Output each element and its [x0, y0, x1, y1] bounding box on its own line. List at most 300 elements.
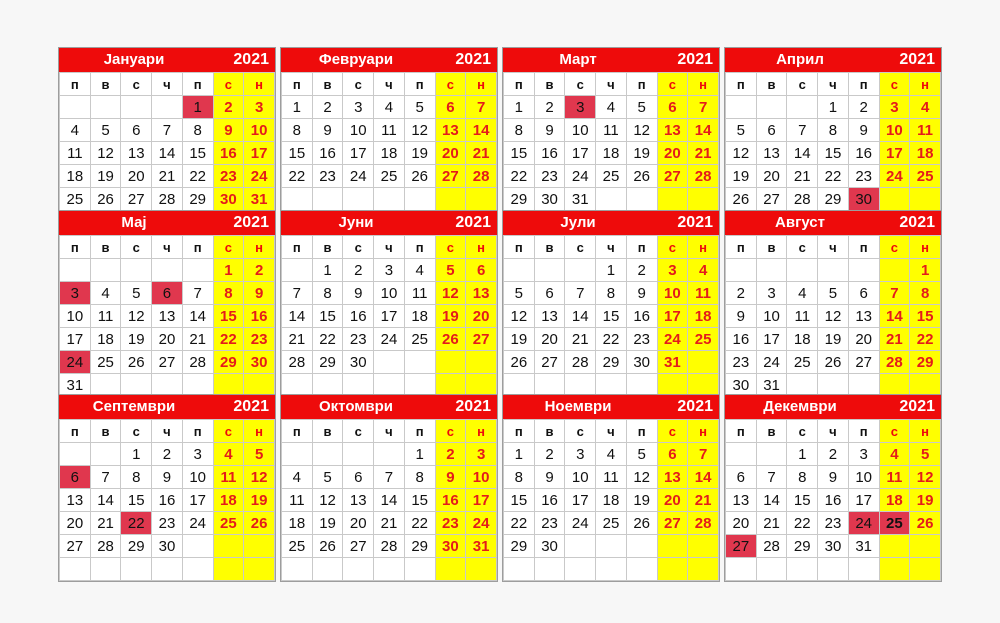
empty-cell [726, 558, 757, 581]
day-cell: 23 [244, 328, 275, 351]
day-cell: 23 [848, 165, 879, 188]
day-cell: 3 [60, 282, 91, 305]
day-cell: 26 [726, 188, 757, 211]
weekday-label: с [565, 73, 596, 96]
month-name: Април [776, 51, 824, 68]
day-cell: 29 [504, 188, 535, 211]
day-cell: 20 [152, 328, 183, 351]
day-cell: 14 [787, 142, 818, 165]
month-header [503, 395, 719, 419]
weekday-label: с [879, 420, 910, 443]
weekday-label: с [343, 420, 374, 443]
weekday-label: ч [818, 420, 849, 443]
empty-cell [312, 188, 343, 211]
empty-cell [726, 96, 757, 119]
weekday-label: н [244, 420, 275, 443]
day-cell: 11 [596, 119, 627, 142]
weekday-row [60, 236, 275, 259]
empty-cell [534, 259, 565, 282]
day-cell: 7 [182, 282, 213, 305]
day-cell: 15 [596, 305, 627, 328]
day-cell: 8 [910, 282, 941, 305]
empty-cell [60, 96, 91, 119]
day-cell: 23 [213, 165, 244, 188]
day-cell: 20 [435, 142, 466, 165]
week-row [60, 305, 275, 328]
day-cell: 14 [466, 119, 497, 142]
empty-cell [435, 558, 466, 581]
day-cell: 29 [312, 351, 343, 374]
empty-cell [626, 535, 657, 558]
day-cell: 14 [90, 489, 121, 512]
empty-cell [910, 535, 941, 558]
day-cell: 21 [756, 512, 787, 535]
weekday-label: н [910, 73, 941, 96]
day-cell: 9 [435, 466, 466, 489]
day-cell: 19 [435, 305, 466, 328]
empty-cell [787, 96, 818, 119]
weekday-label: в [534, 236, 565, 259]
day-cell: 24 [182, 512, 213, 535]
day-cell: 22 [282, 165, 313, 188]
day-cell: 11 [688, 282, 719, 305]
weekday-label: в [756, 236, 787, 259]
day-cell: 18 [688, 305, 719, 328]
day-cell: 6 [152, 282, 183, 305]
day-cell: 23 [534, 512, 565, 535]
empty-cell [818, 259, 849, 282]
day-cell: 25 [910, 165, 941, 188]
day-cell: 10 [182, 466, 213, 489]
day-cell: 12 [90, 142, 121, 165]
day-cell: 14 [282, 305, 313, 328]
week-row [282, 188, 497, 211]
day-cell: 24 [565, 165, 596, 188]
weekday-label: н [466, 236, 497, 259]
day-cell: 2 [534, 96, 565, 119]
week-row [282, 96, 497, 119]
day-cell: 4 [404, 259, 435, 282]
day-cell: 1 [596, 259, 627, 282]
day-cell: 6 [657, 443, 688, 466]
day-cell: 17 [182, 489, 213, 512]
empty-cell [121, 558, 152, 581]
month-name: Јуни [338, 214, 374, 231]
month-header [59, 48, 275, 72]
weekday-label: ч [152, 420, 183, 443]
day-cell: 18 [910, 142, 941, 165]
weekday-label: с [121, 73, 152, 96]
day-cell: 20 [657, 142, 688, 165]
day-cell: 16 [152, 489, 183, 512]
empty-cell [848, 259, 879, 282]
day-cell: 24 [60, 351, 91, 374]
month-year: 2021 [899, 214, 935, 231]
week-row [504, 305, 719, 328]
day-cell: 9 [534, 466, 565, 489]
day-cell: 25 [688, 328, 719, 351]
day-cell: 17 [565, 142, 596, 165]
day-cell: 15 [182, 142, 213, 165]
weekday-label: с [121, 236, 152, 259]
weekday-label: п [182, 73, 213, 96]
days-table [59, 235, 275, 397]
empty-cell [312, 443, 343, 466]
day-cell: 13 [60, 489, 91, 512]
week-row [726, 282, 941, 305]
weekday-label: н [244, 73, 275, 96]
week-row [60, 351, 275, 374]
day-cell: 10 [879, 119, 910, 142]
day-cell: 25 [282, 535, 313, 558]
day-cell: 13 [343, 489, 374, 512]
day-cell: 9 [818, 466, 849, 489]
day-cell: 27 [657, 512, 688, 535]
month-name: Мај [121, 214, 147, 231]
week-row [504, 443, 719, 466]
day-cell: 28 [688, 165, 719, 188]
day-cell: 12 [626, 466, 657, 489]
empty-cell [244, 558, 275, 581]
empty-cell [756, 259, 787, 282]
day-cell: 1 [312, 259, 343, 282]
day-cell: 27 [435, 165, 466, 188]
day-cell: 15 [213, 305, 244, 328]
week-row [726, 489, 941, 512]
day-cell: 10 [565, 119, 596, 142]
month-header [725, 211, 941, 235]
weekday-row [726, 420, 941, 443]
week-row [282, 466, 497, 489]
day-cell: 23 [534, 165, 565, 188]
empty-cell [282, 443, 313, 466]
weekday-label: с [213, 73, 244, 96]
weekday-label: п [404, 73, 435, 96]
day-cell: 20 [121, 165, 152, 188]
weekday-row [504, 420, 719, 443]
day-cell: 17 [565, 489, 596, 512]
day-cell: 28 [756, 535, 787, 558]
empty-cell [244, 535, 275, 558]
day-cell: 10 [466, 466, 497, 489]
day-cell: 3 [756, 282, 787, 305]
day-cell: 1 [404, 443, 435, 466]
day-cell: 5 [404, 96, 435, 119]
day-cell: 17 [244, 142, 275, 165]
days-table [725, 235, 941, 397]
week-row [60, 443, 275, 466]
empty-cell [282, 259, 313, 282]
weekday-label: п [848, 420, 879, 443]
day-cell: 23 [152, 512, 183, 535]
day-cell: 24 [879, 165, 910, 188]
weekday-label: п [182, 236, 213, 259]
weekday-label: п [282, 73, 313, 96]
day-cell: 5 [626, 443, 657, 466]
day-cell: 30 [152, 535, 183, 558]
week-row [60, 165, 275, 188]
weekday-label: в [756, 420, 787, 443]
day-cell: 29 [504, 535, 535, 558]
weekday-label: ч [374, 236, 405, 259]
weekday-label: п [848, 236, 879, 259]
month-block [724, 47, 942, 235]
day-cell: 13 [121, 142, 152, 165]
day-cell: 29 [787, 535, 818, 558]
day-cell: 12 [435, 282, 466, 305]
empty-cell [374, 443, 405, 466]
month-year: 2021 [233, 398, 269, 415]
empty-cell [879, 535, 910, 558]
day-cell: 6 [756, 119, 787, 142]
day-cell: 17 [60, 328, 91, 351]
weekday-label: п [60, 73, 91, 96]
day-cell: 6 [657, 96, 688, 119]
empty-cell [818, 558, 849, 581]
week-row [282, 535, 497, 558]
day-cell: 3 [466, 443, 497, 466]
day-cell: 30 [626, 351, 657, 374]
empty-cell [756, 96, 787, 119]
empty-cell [596, 535, 627, 558]
day-cell: 1 [910, 259, 941, 282]
day-cell: 2 [818, 443, 849, 466]
week-row [282, 512, 497, 535]
empty-cell [435, 351, 466, 374]
weekday-label: н [688, 236, 719, 259]
day-cell: 16 [818, 489, 849, 512]
day-cell: 31 [848, 535, 879, 558]
days-table [59, 419, 275, 581]
day-cell: 20 [726, 512, 757, 535]
day-cell: 27 [152, 351, 183, 374]
day-cell: 10 [848, 466, 879, 489]
day-cell: 13 [657, 119, 688, 142]
week-row [726, 351, 941, 374]
day-cell: 21 [787, 165, 818, 188]
weekday-label: с [435, 236, 466, 259]
day-cell: 13 [657, 466, 688, 489]
day-cell: 14 [374, 489, 405, 512]
week-row [60, 535, 275, 558]
weekday-label: с [213, 236, 244, 259]
weekday-label: п [282, 236, 313, 259]
day-cell: 23 [626, 328, 657, 351]
empty-cell [657, 535, 688, 558]
month-name: Декември [763, 398, 837, 415]
empty-cell [565, 259, 596, 282]
weekday-label: с [343, 73, 374, 96]
empty-cell [688, 558, 719, 581]
day-cell: 4 [787, 282, 818, 305]
day-cell: 13 [435, 119, 466, 142]
month-year: 2021 [677, 398, 713, 415]
empty-cell [90, 259, 121, 282]
day-cell: 9 [626, 282, 657, 305]
day-cell: 12 [504, 305, 535, 328]
day-cell: 27 [657, 165, 688, 188]
day-cell: 13 [726, 489, 757, 512]
day-cell: 30 [534, 188, 565, 211]
day-cell: 22 [504, 512, 535, 535]
day-cell: 20 [466, 305, 497, 328]
day-cell: 15 [504, 142, 535, 165]
day-cell: 21 [90, 512, 121, 535]
day-cell: 7 [282, 282, 313, 305]
week-row [282, 119, 497, 142]
day-cell: 24 [244, 165, 275, 188]
day-cell: 30 [726, 374, 757, 397]
week-row [282, 328, 497, 351]
weekday-label: с [657, 73, 688, 96]
month-year: 2021 [233, 51, 269, 68]
day-cell: 14 [879, 305, 910, 328]
day-cell: 27 [60, 535, 91, 558]
day-cell: 23 [818, 512, 849, 535]
weekday-label: в [534, 420, 565, 443]
day-cell: 19 [404, 142, 435, 165]
day-cell: 14 [756, 489, 787, 512]
day-cell: 2 [152, 443, 183, 466]
month-name: Август [775, 214, 825, 231]
empty-cell [504, 259, 535, 282]
day-cell: 24 [657, 328, 688, 351]
empty-cell [404, 188, 435, 211]
month-block [502, 47, 720, 235]
empty-cell [404, 558, 435, 581]
day-cell: 13 [152, 305, 183, 328]
weekday-label: ч [152, 236, 183, 259]
day-cell: 2 [726, 282, 757, 305]
day-cell: 21 [282, 328, 313, 351]
day-cell: 5 [90, 119, 121, 142]
day-cell: 3 [879, 96, 910, 119]
day-cell: 6 [60, 466, 91, 489]
weekday-label: п [626, 73, 657, 96]
month-header [503, 48, 719, 72]
empty-cell [152, 558, 183, 581]
day-cell: 19 [818, 328, 849, 351]
week-row [504, 351, 719, 374]
day-cell: 1 [121, 443, 152, 466]
day-cell: 8 [312, 282, 343, 305]
weekday-label: п [726, 236, 757, 259]
week-row [504, 282, 719, 305]
weekday-label: с [879, 73, 910, 96]
day-cell: 12 [818, 305, 849, 328]
month-block [58, 210, 276, 398]
day-cell: 10 [244, 119, 275, 142]
empty-cell [756, 443, 787, 466]
day-cell: 28 [787, 188, 818, 211]
weekday-label: ч [374, 420, 405, 443]
weekday-label: п [848, 73, 879, 96]
day-cell: 1 [504, 443, 535, 466]
day-cell: 7 [565, 282, 596, 305]
day-cell: 7 [466, 96, 497, 119]
day-cell: 9 [726, 305, 757, 328]
day-cell: 28 [152, 188, 183, 211]
day-cell: 1 [213, 259, 244, 282]
empty-cell [596, 558, 627, 581]
day-cell: 6 [466, 259, 497, 282]
day-cell: 23 [343, 328, 374, 351]
day-cell: 24 [565, 512, 596, 535]
day-cell: 26 [244, 512, 275, 535]
month-header [59, 395, 275, 419]
day-cell: 15 [121, 489, 152, 512]
day-cell: 30 [435, 535, 466, 558]
month-year: 2021 [677, 51, 713, 68]
day-cell: 14 [565, 305, 596, 328]
week-row [60, 282, 275, 305]
week-row [504, 512, 719, 535]
day-cell: 29 [213, 351, 244, 374]
day-cell: 24 [374, 328, 405, 351]
day-cell: 17 [657, 305, 688, 328]
weekday-label: в [90, 73, 121, 96]
day-cell: 20 [60, 512, 91, 535]
empty-cell [726, 443, 757, 466]
weekday-label: с [879, 236, 910, 259]
day-cell: 4 [60, 119, 91, 142]
empty-cell [374, 351, 405, 374]
weekday-row [282, 236, 497, 259]
day-cell: 7 [152, 119, 183, 142]
day-cell: 12 [726, 142, 757, 165]
week-row [726, 96, 941, 119]
week-row [726, 328, 941, 351]
month-year: 2021 [677, 214, 713, 231]
day-cell: 15 [910, 305, 941, 328]
month-block [280, 47, 498, 235]
day-cell: 25 [596, 165, 627, 188]
day-cell: 3 [374, 259, 405, 282]
day-cell: 19 [626, 142, 657, 165]
day-cell: 26 [504, 351, 535, 374]
day-cell: 11 [374, 119, 405, 142]
day-cell: 1 [182, 96, 213, 119]
weekday-label: с [565, 420, 596, 443]
day-cell: 14 [688, 119, 719, 142]
week-row [60, 142, 275, 165]
week-row [726, 512, 941, 535]
empty-cell [657, 558, 688, 581]
day-cell: 3 [343, 96, 374, 119]
day-cell: 9 [848, 119, 879, 142]
month-block [280, 394, 498, 582]
weekday-label: н [688, 73, 719, 96]
day-cell: 30 [534, 535, 565, 558]
weekday-row [504, 73, 719, 96]
empty-cell [596, 188, 627, 211]
day-cell: 28 [282, 351, 313, 374]
month-block [724, 210, 942, 398]
month-header [725, 48, 941, 72]
day-cell: 18 [596, 489, 627, 512]
day-cell: 14 [688, 466, 719, 489]
day-cell: 3 [848, 443, 879, 466]
day-cell: 13 [848, 305, 879, 328]
day-cell: 25 [879, 512, 910, 535]
week-row [726, 165, 941, 188]
day-cell: 27 [121, 188, 152, 211]
weekday-label: в [312, 420, 343, 443]
day-cell: 12 [312, 489, 343, 512]
weekday-label: в [312, 73, 343, 96]
empty-cell [182, 535, 213, 558]
day-cell: 30 [213, 188, 244, 211]
